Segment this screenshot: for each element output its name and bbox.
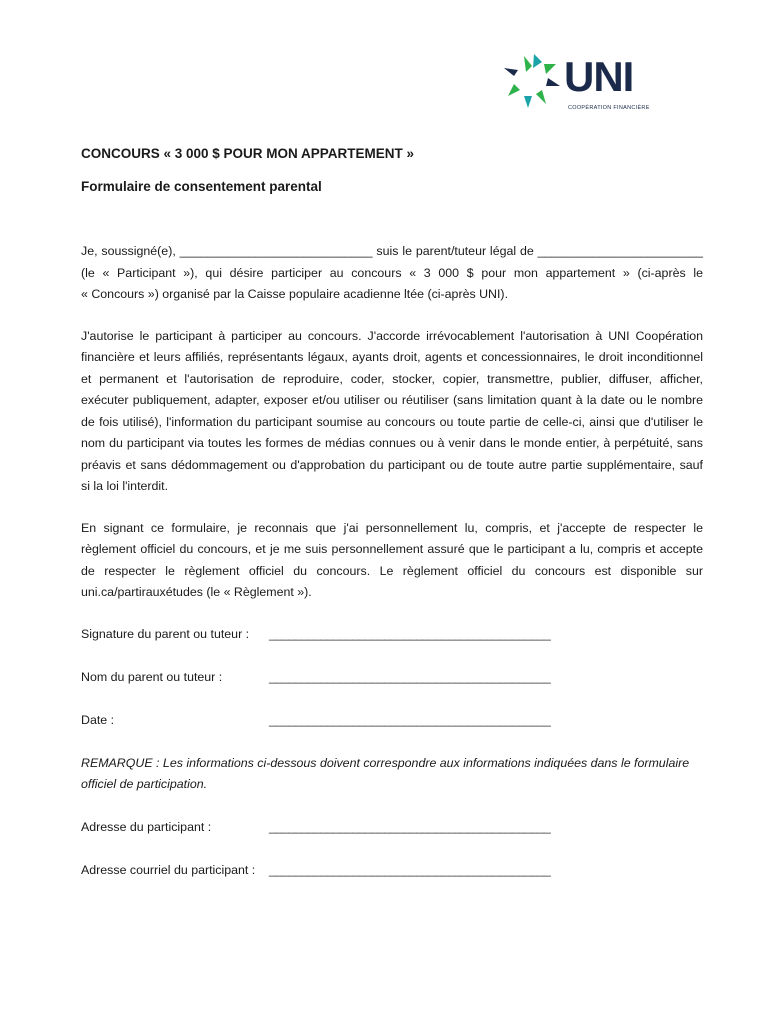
signature-field xyxy=(81,624,703,645)
field-label: Signature du parent ou tuteur : xyxy=(81,626,250,641)
paragraph-line: J'autorise le participant à participer au concours. J'accorde irrévocablement l'autorisation à UNI Coopération xyxy=(81,328,703,343)
paragraph-line: Je, soussigné(e), ____________________________ suis le parent/tuteur légal de ________________________ xyxy=(81,244,703,258)
paragraph-intro xyxy=(81,241,703,306)
date-field xyxy=(81,710,703,731)
field-label: Adresse du participant : xyxy=(81,819,212,834)
paragraph-line: nom du participant via toutes les formes de médias connues ou à venir dans le monde entier, à perpétuité, sans xyxy=(81,436,703,450)
paragraph-line: exécuter publiquement, adapter, exposer et/ou utiliser ou réutiliser (sans limitation quant à la date ou le nombre xyxy=(81,393,703,407)
participant-fields xyxy=(81,817,703,881)
field-label: Date : xyxy=(81,712,115,727)
paragraph-line: si la loi l'interdit. xyxy=(81,479,169,493)
paragraph-line: financière et leurs affiliés, représentants légaux, ayants droit, agents et concessionnaires, le droit inconditionnel xyxy=(81,350,703,364)
parent-fields xyxy=(81,624,703,731)
paragraph-line: règlement officiel du concours, et je me suis personnellement assuré que le participant a lu, compris et accepte xyxy=(81,542,703,556)
logo-wordmark: UNI xyxy=(564,53,634,100)
document-title: CONCOURS « 3 000 $ POUR MON APPARTEMENT » xyxy=(81,146,415,161)
paragraph-line: de respecter le règlement officiel du concours. Le règlement officiel du concours est disponible sur xyxy=(81,563,703,578)
document-body xyxy=(81,145,703,881)
participant-email-field xyxy=(81,860,703,881)
paragraph-line: (le « Participant »), qui désire participer au concours « 3 000 $ pour mon appartement » (ci-après le xyxy=(81,265,703,280)
document-subtitle: Formulaire de consentement parental xyxy=(81,179,322,194)
paragraph-line: préavis et sans dédommagement ou d'approbation du participant ou de toute autre partie supplémentaire, sauf xyxy=(81,457,703,472)
date-blank-line[interactable]: ____________________________________________ xyxy=(269,712,551,727)
paragraph-line: uni.ca/partirauxétudes (le « Règlement »). xyxy=(81,585,312,599)
paragraph-line: En signant ce formulaire, je reconnais que j'ai personnellement lu, compris, et j'accepte de respecter le xyxy=(81,520,703,535)
parent-name-blank-line[interactable]: ____________________________________________ xyxy=(269,669,551,684)
remark-line: REMARQUE : Les informations ci-dessous doivent correspondre aux informations indiquées dans le formulaire xyxy=(81,755,690,770)
paragraph-line: et permanent et l'autorisation de reproduire, coder, stocker, copier, transmettre, publier, diffuser, afficher, xyxy=(81,371,703,386)
remark-note xyxy=(81,753,703,796)
field-label: Nom du parent ou tuteur : xyxy=(81,669,223,684)
paragraph-line: « Concours ») organisé par la Caisse populaire acadienne ltée (ci-après UNI). xyxy=(81,287,509,301)
uni-logo xyxy=(502,52,652,116)
parent-name-field xyxy=(81,667,703,688)
paragraph-acknowledgement xyxy=(81,518,703,604)
paragraph-line: de fois utilisé), l'information du participant soumise au concours ou toute partie de celle-ci, ainsi que d'utiliser le xyxy=(81,414,703,429)
participant-address-field xyxy=(81,817,703,838)
star-logo-icon xyxy=(502,52,562,110)
field-label: Adresse courriel du participant : xyxy=(81,862,256,877)
participant-email-blank-line[interactable]: ____________________________________________ xyxy=(269,862,551,877)
paragraph-authorization xyxy=(81,326,703,498)
participant-address-blank-line[interactable]: ____________________________________________ xyxy=(269,819,551,834)
signature-blank-line[interactable]: ____________________________________________ xyxy=(269,626,551,641)
logo-subtitle: COOPÉRATION FINANCIÈRE xyxy=(568,105,650,111)
remark-line: officiel de participation. xyxy=(81,777,208,791)
